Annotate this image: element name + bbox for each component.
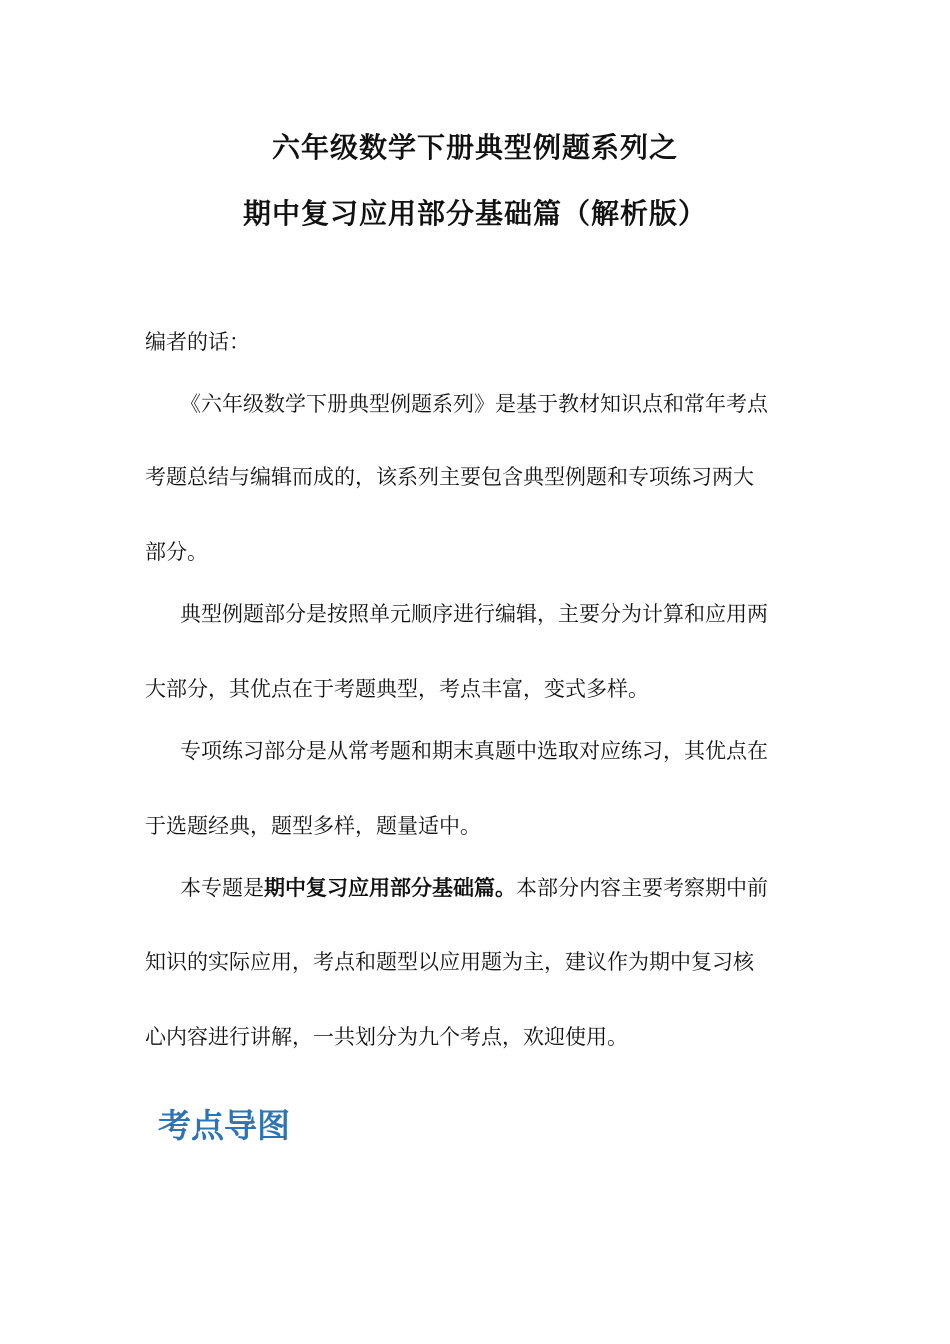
paragraph-4-line-3: 心内容进行讲解，一共划分为九个考点，欢迎使用。: [145, 1025, 628, 1049]
paragraph-1-line-3: 部分。: [145, 540, 208, 564]
paragraph-4-line-1: [180, 872, 768, 902]
paragraph-4-prefix: 本专题是: [180, 876, 264, 900]
paragraph-4-bold-topic: 期中复习应用部分基础篇。: [264, 876, 516, 900]
paragraph-4-line-2: 知识的实际应用，考点和题型以应用题为主，建议作为期中复习核: [145, 950, 754, 974]
document-title-line-2: 期中复习应用部分基础篇（解析版）: [242, 197, 707, 230]
paragraph-2-line-2: 大部分，其优点在于考题典型，考点丰富，变式多样。: [145, 677, 649, 701]
paragraph-3-line-2: 于选题经典，题型多样，题量适中。: [145, 814, 481, 838]
paragraph-4-suffix: 本部分内容主要考察期中前: [516, 876, 768, 900]
editor-note-label: 编者的话：: [145, 330, 250, 354]
paragraph-1-line-2: 考题总结与编辑而成的，该系列主要包含典型例题和专项练习两大: [145, 465, 754, 489]
paragraph-1-line-1: 《六年级数学下册典型例题系列》是基于教材知识点和常年考点: [180, 392, 768, 416]
paragraph-3-line-1: 专项练习部分是从常考题和期末真题中选取对应练习，其优点在: [180, 739, 768, 763]
section-heading-mind-map: 考点导图: [158, 1106, 290, 1145]
paragraph-2-line-1: 典型例题部分是按照单元顺序进行编辑，主要分为计算和应用两: [180, 602, 768, 626]
document-title-line-1: 六年级数学下册典型例题系列之: [271, 131, 678, 164]
